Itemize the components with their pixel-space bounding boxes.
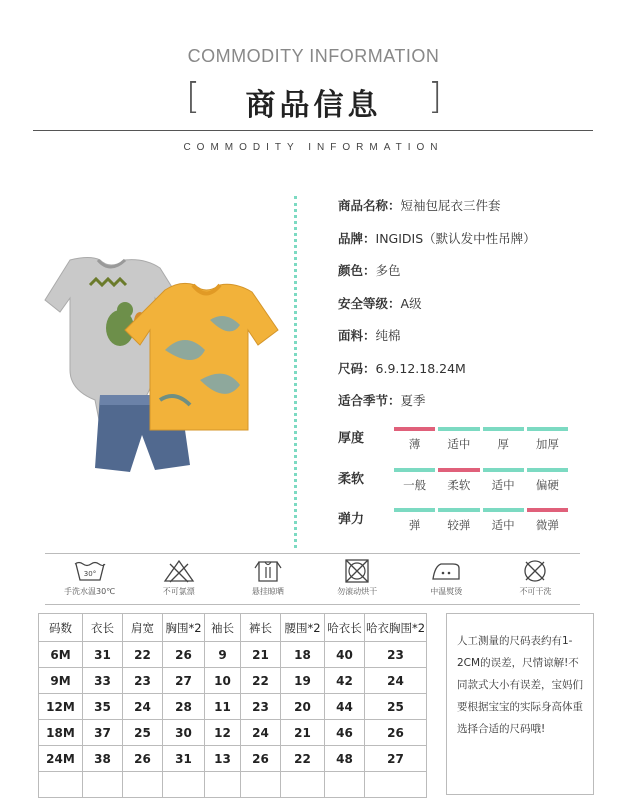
table-cell: 6M [39,642,83,668]
column-header: 胸围*2 [163,614,205,642]
table-cell: 21 [241,642,281,668]
header-divider [33,130,593,131]
table-cell: 35 [83,694,123,720]
care-label: 悬挂晾晒 [251,587,284,596]
table-cell: 28 [163,694,205,720]
care-instructions [45,553,580,605]
column-header: 衣长 [83,614,123,642]
table-cell: 40 [325,642,365,668]
table-cell: 20 [281,694,325,720]
table-cell: 12M [39,694,83,720]
table-cell [365,772,427,798]
table-cell: 44 [325,694,365,720]
scale-segment [483,468,524,502]
table-cell: 26 [241,746,281,772]
info-row-name [338,196,618,229]
care-item [45,554,134,604]
care-label: 不可氯漂 [162,587,195,596]
table-cell: 23 [365,642,427,668]
table-cell: 22 [281,746,325,772]
care-item [402,554,491,604]
table-row [39,694,427,720]
table-cell: 38 [83,746,123,772]
table-cell: 24 [365,668,427,694]
table-cell: 30 [163,720,205,746]
table-cell: 9M [39,668,83,694]
hang-dry-icon [251,558,285,584]
table-cell: 21 [281,720,325,746]
table-row [39,746,427,772]
table-row [39,772,427,798]
scale-option: 微弹 [535,518,559,532]
table-cell [281,772,325,798]
info-value: 纯棉 [375,328,401,343]
column-header: 袖长 [205,614,241,642]
info-row-brand [338,229,618,262]
info-value: INGIDIS（默认发中性吊牌） [375,230,536,246]
table-cell: 22 [123,642,163,668]
table-cell [325,772,365,798]
scale-option: 一般 [403,478,427,492]
table-cell: 27 [163,668,205,694]
scale-segment [483,427,524,461]
info-key: 品牌： [338,230,376,246]
scale-segment [527,468,568,502]
table-cell: 11 [205,694,241,720]
hand-wash-icon [73,558,107,584]
scale-option: 弹 [408,518,421,532]
table-cell: 13 [205,746,241,772]
column-header: 码数 [39,614,83,642]
info-key: 适合季节： [338,393,401,408]
table-cell: 37 [83,720,123,746]
scale-option: 较弹 [447,518,471,532]
table-cell: 33 [83,668,123,694]
table-cell [39,772,83,798]
column-header: 裤长 [241,614,281,642]
scale-label: 厚度 [338,431,365,446]
scale-segment [394,468,435,502]
scale-option: 厚 [497,437,509,451]
table-cell: 25 [123,720,163,746]
table-cell: 19 [281,668,325,694]
table-row [39,720,427,746]
info-key: 尺码： [338,360,376,376]
column-header: 肩宽 [123,614,163,642]
care-item [313,554,402,604]
table-cell [123,772,163,798]
info-value: 多色 [375,263,401,278]
care-item [223,554,312,604]
scale-label: 弹力 [338,512,365,527]
table-cell: 31 [163,746,205,772]
product-info [338,196,618,424]
table-row [39,642,427,668]
table-cell: 23 [123,668,163,694]
info-row-size [338,359,618,392]
table-cell: 48 [325,746,365,772]
no-dry-clean-icon [518,558,552,584]
no-tumble-dry-icon [340,558,374,584]
care-label: 勿滚动烘干 [337,587,378,596]
info-row-fabric [338,326,618,359]
table-cell: 24M [39,746,83,772]
info-row-safety [338,294,618,327]
care-label: 不可干洗 [519,587,552,596]
care-label: 中温熨烫 [430,587,463,596]
scale-option: 偏硬 [535,478,559,492]
scale-bars [394,427,568,461]
scale-label: 柔软 [338,472,365,487]
table-cell [83,772,123,798]
iron-medium-icon [429,558,463,584]
table-cell: 24 [123,694,163,720]
header-subtitle: COMMODITY INFORMATION [183,142,444,153]
table-cell: 25 [365,694,427,720]
size-note: 人工测量的尺码表约有1-2CM的误差，尺情谅解!不同款式大小有误差，宝妈们要根据宝宝的实际身高体重选择合适的尺码哦! [446,613,594,795]
care-label: 手洗水温30℃ [64,587,116,596]
table-cell: 26 [365,720,427,746]
scale-bars [394,508,568,542]
bracket-right: ] [428,76,443,117]
table-header-row [39,614,427,642]
info-key: 安全等级： [338,295,401,311]
care-item [134,554,223,604]
table-cell: 10 [205,668,241,694]
table-cell: 24 [241,720,281,746]
info-value: A级 [400,295,422,311]
info-value: 夏季 [400,393,426,408]
info-row-color [338,261,618,294]
table-cell: 23 [241,694,281,720]
product-image [30,250,280,490]
table-cell: 9 [205,642,241,668]
scale-option: 柔软 [447,478,471,492]
dotted-divider [294,196,297,548]
svg-text:30°: 30° [83,570,96,578]
table-cell: 46 [325,720,365,746]
scale-softness [338,468,598,502]
scale-segment [527,427,568,461]
info-key: 颜色： [338,263,376,278]
header-title-block [0,76,627,123]
column-header: 哈衣长 [325,614,365,642]
scale-segment [527,508,568,542]
size-table [38,613,427,798]
scale-segment [394,427,435,461]
info-key: 商品名称： [338,198,401,213]
scale-option: 适中 [491,518,515,532]
table-cell: 27 [365,746,427,772]
bracket-left: [ [186,76,201,117]
scale-segment [438,468,479,502]
table-cell: 18 [281,642,325,668]
table-cell: 12 [205,720,241,746]
info-row-season [338,391,618,424]
table-cell: 18M [39,720,83,746]
scale-option: 薄 [408,437,421,451]
scale-option: 加厚 [535,437,559,451]
scale-segment [438,427,479,461]
scale-segment [483,508,524,542]
table-cell [241,772,281,798]
table-cell: 42 [325,668,365,694]
header-title-cn: 商品信息 [245,88,382,123]
table-cell [205,772,241,798]
scale-segment [438,508,479,542]
scale-elasticity [338,508,598,542]
info-value: 6.9.12.18.24M [375,360,466,376]
scale-bars [394,468,568,502]
scale-option: 适中 [491,478,515,492]
table-cell: 26 [163,642,205,668]
table-cell: 31 [83,642,123,668]
table-cell: 22 [241,668,281,694]
scale-thickness [338,427,598,461]
no-bleach-icon [162,558,196,584]
column-header: 哈衣胸围*2 [365,614,427,642]
table-cell [163,772,205,798]
info-value: 短袖包屁衣三件套 [400,198,501,213]
care-item [491,554,580,604]
table-cell: 26 [123,746,163,772]
info-key: 面料： [338,328,376,343]
column-header: 腰围*2 [281,614,325,642]
scale-segment [394,508,435,542]
header-title-en: COMMODITY INFORMATION [187,46,440,66]
table-row [39,668,427,694]
scale-option: 适中 [447,437,471,451]
